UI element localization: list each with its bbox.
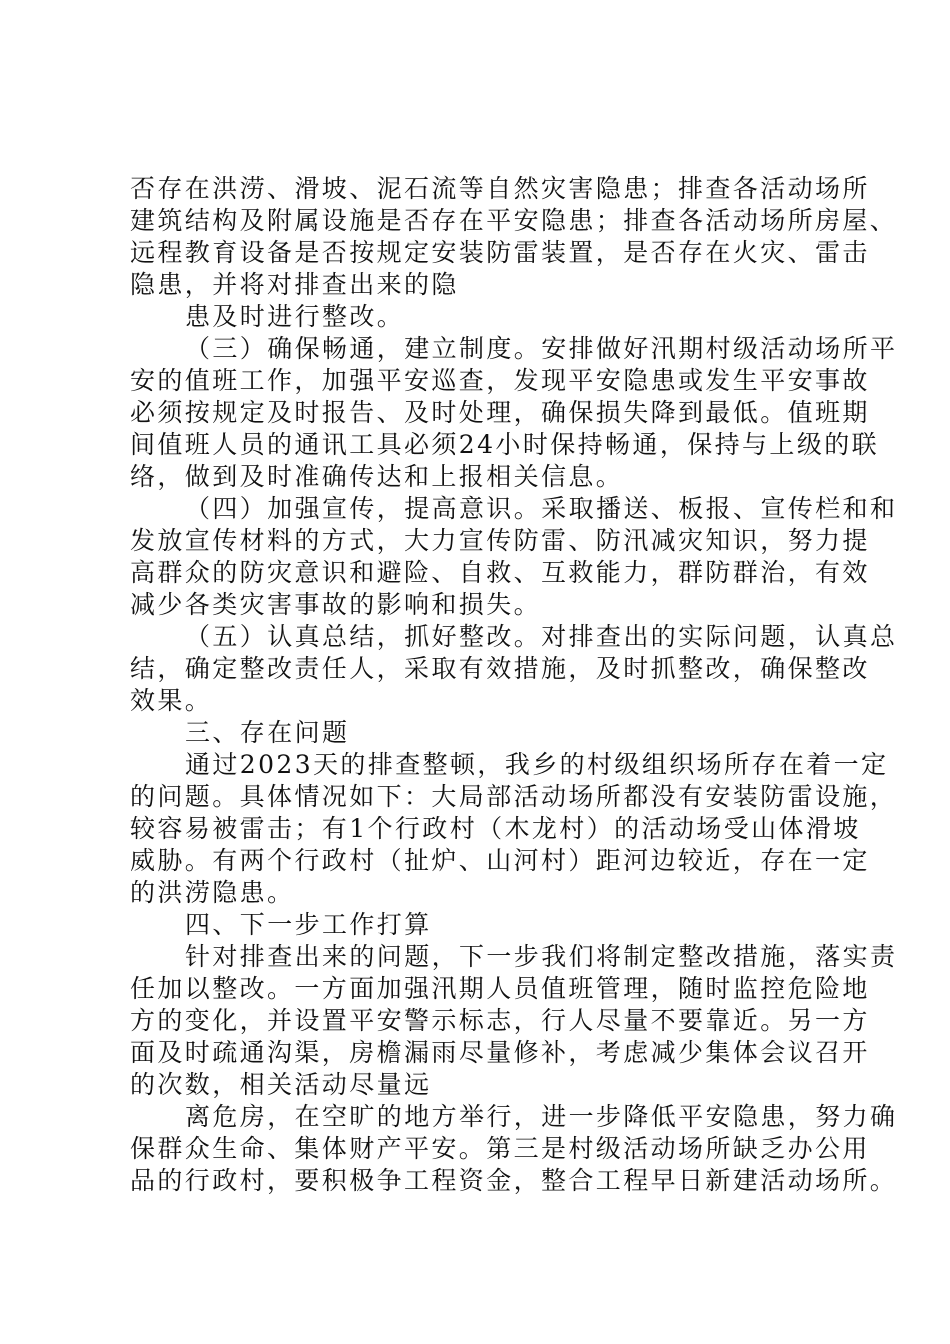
text-line: 任加以整改。一方面加强汛期人员值班管理，随时监控危险地 (130, 974, 870, 1003)
text-line: 发放宣传材料的方式，大力宣传防雷、防汛减灾知识，努力提 (130, 526, 870, 555)
text-line: 结，确定整改责任人，采取有效措施，及时抓整改，确保整改 (130, 654, 870, 683)
text-line: （三）确保畅通，建立制度。安排做好汛期村级活动场所平 (185, 334, 898, 363)
text-line: （四）加强宣传，提高意识。采取播送、板报、宣传栏和和 (185, 494, 898, 523)
text-line: 通过2023天的排查整顿，我乡的村级组织场所存在着一定 (185, 750, 889, 779)
text-line: 减少各类灾害事故的影响和损失。 (130, 590, 542, 619)
text-line: 高群众的防灾意识和避险、自救、互救能力，群防群治，有效 (130, 558, 870, 587)
text-line: 方的变化，并设置平安警示标志，行人尽量不要靠近。另一方 (130, 1006, 870, 1035)
text-line: 面及时疏通沟渠，房檐漏雨尽量修补，考虑减少集体会议召开 (130, 1038, 870, 1067)
text-line: 的次数，相关活动尽量远 (130, 1070, 432, 1099)
text-line: 间值班人员的通讯工具必须24小时保持畅通，保持与上级的联 (130, 430, 880, 459)
text-line: 患及时进行整改。 (185, 302, 405, 331)
text-line: （五）认真总结，抓好整改。对排查出的实际问题，认真总 (185, 622, 898, 651)
text-line: 的问题。具体情况如下：大局部活动场所都没有安装防雷设施， (130, 782, 898, 811)
text-line: 安的值班工作，加强平安巡查，发现平安隐患或发生平安事故 (130, 366, 870, 395)
text-line: 否存在洪涝、滑坡、泥石流等自然灾害隐患；排查各活动场所 (130, 174, 870, 203)
text-line: 必须按规定及时报告、及时处理，确保损失降到最低。值班期 (130, 398, 870, 427)
text-line: 离危房，在空旷的地方举行，进一步降低平安隐患，努力确 (185, 1102, 898, 1131)
text-line: 品的行政村，要积极争工程资金，整合工程早日新建活动场所。 (130, 1166, 898, 1195)
text-line: 远程教育设备是否按规定安装防雷装置，是否存在火灾、雷击 (130, 238, 870, 267)
document-body (130, 173, 898, 1197)
text-line: 络，做到及时准确传达和上报相关信息。 (130, 462, 624, 491)
text-line: 针对排查出来的问题，下一步我们将制定整改措施，落实责 (185, 942, 898, 971)
text-line: 隐患，并将对排查出来的隐 (130, 270, 459, 299)
text-line: 保群众生命、集体财产平安。第三是村级活动场所缺乏办公用 (130, 1134, 870, 1163)
text-line: 三、存在问题 (185, 718, 350, 747)
text-line: 建筑结构及附属设施是否存在平安隐患；排查各活动场所房屋、 (130, 206, 898, 235)
text-line: 效果。 (130, 686, 213, 715)
text-line: 较容易被雷击；有1个行政村（木龙村）的活动场受山体滑坡 (130, 814, 861, 843)
text-line: 的洪涝隐患。 (130, 878, 295, 907)
text-line: 威胁。有两个行政村（扯炉、山河村）距河边较近，存在一定 (130, 846, 870, 875)
text-line: 四、下一步工作打算 (185, 910, 432, 939)
